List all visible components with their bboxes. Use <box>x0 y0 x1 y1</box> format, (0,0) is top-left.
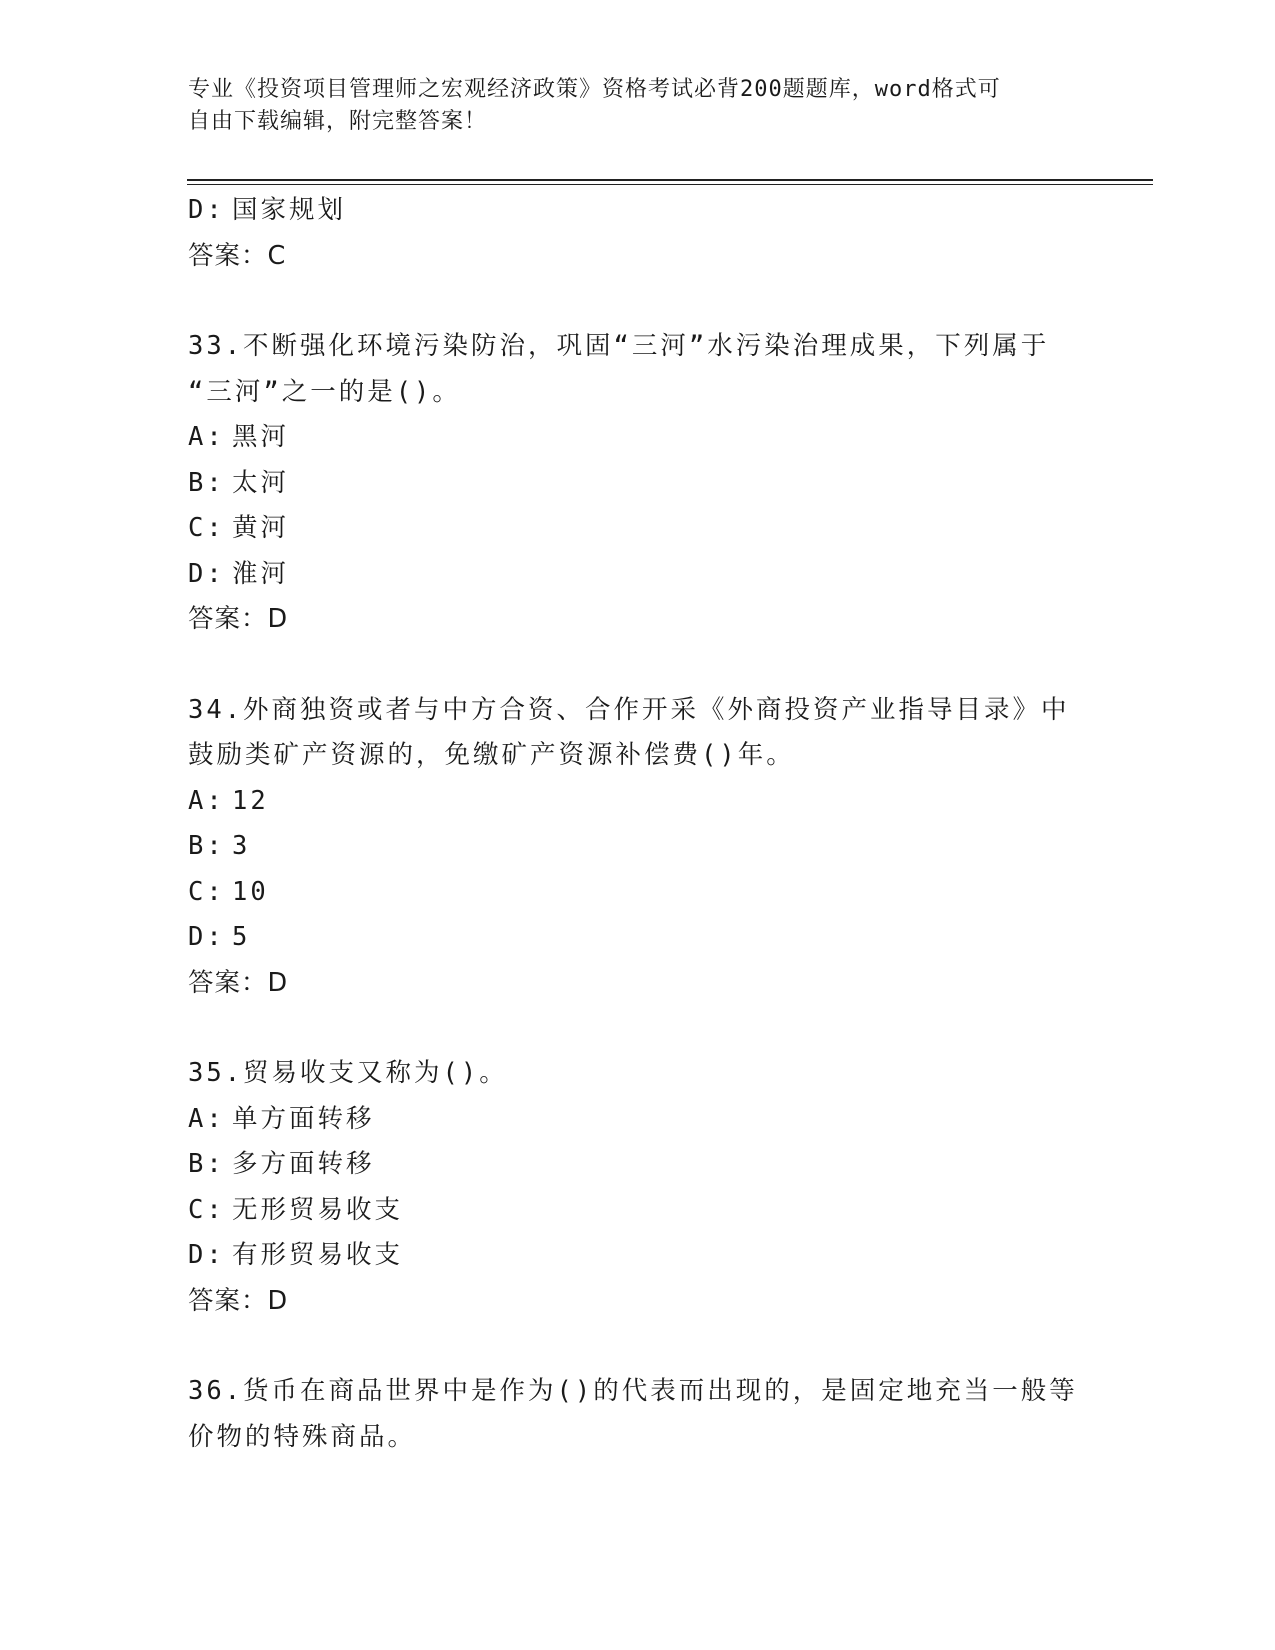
option-a: A: 12 <box>188 785 269 816</box>
option-d: D: 有形贸易收支 <box>188 1240 404 1270</box>
header-line-1: 专业《投资项目管理师之宏观经济政策》资格考试必背200题题库，word格式可 <box>188 77 1001 102</box>
answer: 答案：D <box>188 967 289 998</box>
option-c: C: 无形贸易收支 <box>188 1194 404 1225</box>
question-text: 33.不断强化环境污染防治，巩固“三河”水污染治理成果，下列属于 <box>188 331 1050 361</box>
header-line-2: 自由下载编辑，附完整答案！ <box>188 109 488 134</box>
question-35 <box>188 1051 1088 1324</box>
option-b: B: 多方面转移 <box>188 1149 375 1179</box>
option-b: B: 太河 <box>188 467 290 498</box>
spacer <box>188 1324 1088 1369</box>
option-a: A: 黑河 <box>188 422 290 452</box>
header-rule-thin <box>187 184 1153 185</box>
spacer <box>188 643 1088 688</box>
spacer <box>188 279 1088 324</box>
option-c: C: 黄河 <box>188 513 290 543</box>
question-text: 鼓励类矿产资源的，免缴矿产资源补偿费()年。 <box>188 740 795 770</box>
option-c: C: 10 <box>188 876 269 907</box>
spacer <box>188 1006 1088 1051</box>
question-text: 价物的特殊商品。 <box>188 1421 417 1452</box>
option-d: D: 国家规划 <box>188 195 347 225</box>
answer: 答案：D <box>188 604 289 634</box>
question-text: 34.外商独资或者与中方合资、合作开采《外商投资产业指导目录》中 <box>188 694 1070 725</box>
header-rule-thick <box>187 179 1153 181</box>
question-text: 35.贸易收支又称为()。 <box>188 1058 508 1088</box>
option-d: D: 淮河 <box>188 558 290 589</box>
answer: 答案：D <box>188 1285 289 1316</box>
question-34 <box>188 688 1088 1007</box>
option-d: D: 5 <box>188 922 251 952</box>
question-list <box>188 188 1088 1460</box>
question-33 <box>188 324 1088 643</box>
option-a: A: 单方面转移 <box>188 1103 375 1134</box>
document-header <box>188 74 1068 138</box>
question-36 <box>188 1369 1088 1460</box>
option-b: B: 3 <box>188 831 251 861</box>
question-text: “三河”之一的是()。 <box>188 376 461 407</box>
answer: 答案：C <box>188 240 287 271</box>
question-text: 36.货币在商品世界中是作为()的代表而出现的，是固定地充当一般等 <box>188 1376 1078 1406</box>
